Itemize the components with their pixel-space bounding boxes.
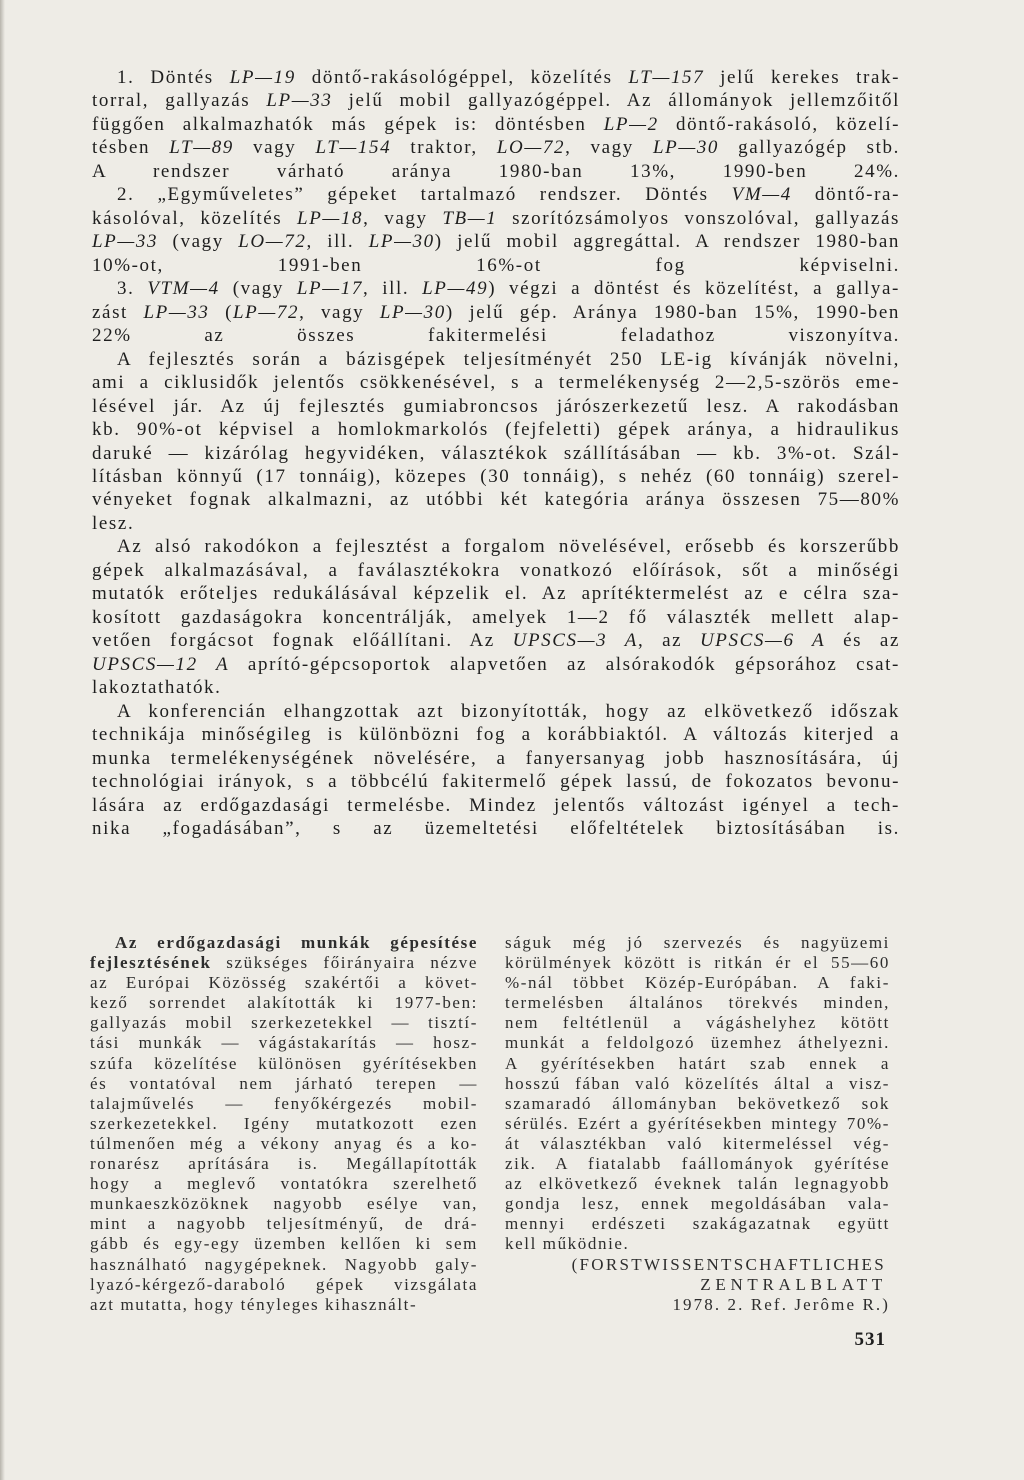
abstract-text-line: gább és egy-egy üzemben kellően ki sem (90, 1234, 478, 1254)
machine-designation: LP—49 (422, 278, 489, 300)
article-text-line: LP—33 (vagy LO—72, ill. LP—30) jelű mobil aggregáttal. A rendszer 1980-ban (92, 231, 900, 253)
machine-designation: LO—72 (496, 137, 566, 159)
machine-designation: LP—2 (603, 113, 659, 135)
abstract-text-line: lyazó-kérgező-daraboló gépek vizsgálata (90, 1274, 478, 1294)
abstract-text-line: kell működnie. (505, 1234, 630, 1254)
article-text-line: nika „fogadásában”, s az üzemeltetési előfeltételek biztosításában is. (92, 818, 900, 839)
article-text-line: UPSCS—12 A aprító-gépcsoportok alapvetően az alsórakodók gépsorához csat- (92, 653, 900, 675)
article-text-line: tésben LT—89 vagy LT—154 traktor, LO—72, vagy LP—30 gallyazógép stb. (92, 137, 900, 159)
article-text-line: gépek alkalmazásával, a faválasztékokra vonatkozó előírások, sőt a minőségi (92, 559, 900, 581)
article-text-line: daruké — kizárólag hegyvidéken, választékok szállításában — kb. 3%-ot. Szál- (92, 442, 900, 464)
machine-designation: LP—30 (368, 231, 435, 253)
article-paragraph (92, 700, 900, 841)
abstract-text-line: hosszú fában való közelítés által a visz- (505, 1073, 890, 1093)
article-text-line: függően alkalmazhatók más gépek is: döntésben LP—2 döntő-rakásoló, közelí- (92, 113, 900, 135)
page-number: 531 (854, 1329, 886, 1350)
abstract-text-line (90, 953, 478, 973)
abstract-text-line: az elkövetkező éveknek talán legnagyobb (505, 1174, 890, 1194)
abstract-paragraph (505, 933, 890, 1255)
machine-designation: VM—4 (731, 184, 792, 206)
abstract-paragraph (90, 933, 478, 1315)
abstract-text-line: azt mutatta, hogy tényleges kihasznált- (90, 1294, 418, 1314)
article-text-line: lakoztathatók. (92, 677, 222, 699)
abstract-text-line: szamaradó állományban bekövetkező sok (505, 1093, 890, 1113)
machine-designation: LP—72 (233, 301, 300, 323)
article-paragraph (92, 277, 900, 347)
article-text-line: lításban könnyű (17 tonnáig), közepes (30 tonnáig), s nehéz (60 tonnáig) szerel- (92, 465, 900, 487)
machine-designation: LP—30 (379, 301, 446, 323)
citation-journal-line-2: ZENTRALBLATT (700, 1274, 887, 1294)
abstract-text-line: munkaeszközöknek nagyobb esélye van, (90, 1194, 478, 1214)
article-text-line: ami a ciklusidők jelentős csökkenésével, s a termelékenység 2—2,5-szörös eme- (92, 372, 900, 394)
article-text-line: 1. Döntés LP—19 döntő-rakásológéppel, közelítés LT—157 jelű kerekes trak- (117, 67, 901, 88)
machine-designation: LP—17 (296, 278, 363, 300)
article-text-line: A rendszer várható aránya 1980-ban 13%, 1990-ben 24%. (92, 160, 900, 182)
abstract-text-line: kező sorrendet alakították ki 1977-ben: (90, 993, 478, 1013)
machine-designation: UPSCS—12 A (92, 653, 230, 675)
article-text-line: kb. 90%-ot képvisel a homlokmarkolós (fejfeletti) gépek aránya, a hidraulikus (92, 419, 900, 441)
machine-designation: TB—1 (442, 207, 498, 229)
article-paragraph (92, 183, 900, 277)
article-text-line: lására az erdőgazdasági termelésbe. Mindez jelentős változást igényel a tech- (92, 794, 900, 816)
abstract-left-column (90, 933, 478, 1315)
article-text-line: 22% az összes fakitermelési feladathoz viszonyítva. (92, 325, 900, 347)
abstract-text-line: zik. A fiatalabb faállományok gyérítése (505, 1154, 890, 1174)
abstract-text-line: sérülés. Ezért a gyérítésekben mintegy 70%- (505, 1113, 890, 1133)
abstract-text-line: talajművelés — fenyőkérgezés mobil- (90, 1093, 478, 1113)
article-text-line: vetően forgácsot fognak előállítani. Az UPSCS—3 A, az UPSCS—6 A és az (92, 630, 900, 652)
abstract-text-line: használható nagygépeknek. Nagyobb galy- (90, 1254, 478, 1274)
machine-designation: UPSCS—3 A (512, 630, 638, 652)
abstract-text-line: ronarész aprítására is. Megállapították (90, 1154, 478, 1174)
machine-designation: VTM—4 (147, 278, 220, 300)
article-text-line: lésével jár. Az új fejlesztés gumiabroncsos járószerkezetű lesz. A rakodásban (92, 395, 900, 417)
main-article-text (92, 66, 900, 840)
machine-designation: UPSCS—6 A (699, 630, 826, 652)
abstract-text-line: az Európai Közösség szakértői a követ- (90, 973, 478, 993)
abstract-text-line: körülmények között is ritkán ér el 55—60 (505, 953, 890, 973)
machine-designation: LT—157 (628, 67, 705, 88)
machine-designation: LP—33 (92, 231, 159, 253)
abstract-text-line: ságuk még jó szervezés és nagyüzemi (505, 933, 890, 952)
abstract-text-line: mint a nagyobb teljesítményű, de drá- (90, 1214, 478, 1234)
article-paragraph (92, 66, 900, 183)
machine-designation: LO—72 (238, 231, 307, 253)
abstract-text-line (90, 933, 478, 953)
article-text-line: technikája minőségileg is különbözni fog a korábbiaktól. A változás kiterjed a (92, 724, 900, 746)
machine-designation: LP—18 (297, 207, 364, 229)
article-paragraph (92, 535, 900, 699)
article-text-line: kosított gazdaságokra koncentrálják, amelyek 1—2 fő választék mellett alap- (92, 606, 900, 628)
machine-designation: LT—89 (169, 137, 234, 159)
article-text-line: kásolóval, közelítés LP—18, vagy TB—1 szorítózsámolyos vonszolóval, gallyazás (92, 207, 900, 229)
article-text-line: A konferencián elhangzottak azt bizonyították, hogy az elkövetkező időszak (117, 700, 900, 722)
abstract-text-line: munkát a feldolgozó üzemhez áthelyezni. (505, 1033, 890, 1053)
article-text-line: mutatók erőteljes redukálásával képzelik el. Az aprítéktermelést az e célra sza- (92, 583, 900, 605)
article-text-line: 2. „Egyműveletes” gépeket tartalmazó rendszer. Döntés VM—4 döntő-ra- (117, 184, 900, 206)
abstract-text-line: gallyazás mobil szerkezetekkel — tisztí- (90, 1013, 478, 1033)
abstract-text-line: A gyérítésekben határt szab ennek a (505, 1053, 890, 1073)
abstract-text-line: át választékban való kitermeléssel vég- (505, 1133, 890, 1153)
article-text-line: 3. VTM—4 (vagy LP—17, ill. LP—49) végzi a döntést és közelítést, a gallya- (117, 278, 900, 300)
article-text-line: technológiai irányok, s a többcélú fakitermelő gépek lassú, de fokozatos bevonu- (92, 771, 900, 793)
citation-reference-line: 1978. 2. Ref. Jerôme R.) (672, 1294, 890, 1314)
abstract-text-line: szerkezetekkel. Igény mutatkozott ezen (90, 1113, 478, 1133)
machine-designation: LP—33 (143, 301, 210, 323)
article-text-line: A fejlesztés során a bázisgépek teljesítményét 250 LE-ig kívánják növelni, (117, 348, 900, 370)
machine-designation: LP—33 (266, 90, 333, 112)
article-paragraph (92, 348, 900, 536)
source-citation (505, 1255, 890, 1315)
bold-lead-text: fejlesztésének (90, 953, 212, 973)
scan-border (0, 0, 5, 1480)
abstract-text-line: túlmenően még a vékony anyag és a ko- (90, 1133, 478, 1153)
abstract-text-line: %-nál többet Közép-Európában. A faki- (505, 973, 890, 993)
line-text: szükséges főirányaira nézve (211, 953, 478, 973)
abstract-right-column (505, 933, 890, 1315)
abstract-text-line: hogy a meglevő vontatókra szerelhető (90, 1174, 478, 1194)
abstract-text-line: mennyi erdészeti szakágazatnak együtt (505, 1214, 890, 1234)
abstract-text-line: termelésben általános törekvés minden, (505, 993, 890, 1013)
machine-designation: LT—154 (315, 137, 392, 159)
abstract-text-line: és vontatóval nem járható terepen — (90, 1073, 478, 1093)
machine-designation: LP—30 (652, 137, 720, 159)
article-text-line: torral, gallyazás LP—33 jelű mobil gallyazógéppel. Az állományok jellemzőitől (92, 90, 900, 112)
article-text-line: munka termelékenységének növelésére, a fanyersanyag jobb hasznosítására, új (92, 747, 900, 769)
citation-journal-line-1: (FORSTWISSENTSCHAFTLICHES (571, 1254, 886, 1274)
abstract-text-line: szúfa közelítése különösen gyérítésekben (90, 1053, 478, 1073)
article-text-line: vényeket fognak alkalmazni, az utóbbi két kategória aránya összesen 75—80% (92, 489, 900, 511)
bold-lead-text: Az erdőgazdasági munkák gépesítése (115, 933, 478, 952)
article-text-line: 10%-ot, 1991-ben 16%-ot fog képviselni. (92, 254, 900, 276)
article-text-line: lesz. (92, 512, 135, 534)
abstract-text-line: nem feltétlenül a vágáshelyhez kötött (505, 1013, 890, 1033)
article-text-line: zást LP—33 (LP—72, vagy LP—30) jelű gép. Aránya 1980-ban 15%, 1990-ben (92, 301, 900, 323)
abstract-text-line: tási munkák — vágástakarítás — hosz- (90, 1033, 478, 1053)
machine-designation: LP—19 (229, 67, 296, 88)
abstract-text-line: gondja lesz, ennek megoldásában vala- (505, 1194, 890, 1214)
article-text-line: Az alsó rakodókon a fejlesztést a forgalom növelésével, erősebb és korszerűbb (117, 536, 900, 558)
